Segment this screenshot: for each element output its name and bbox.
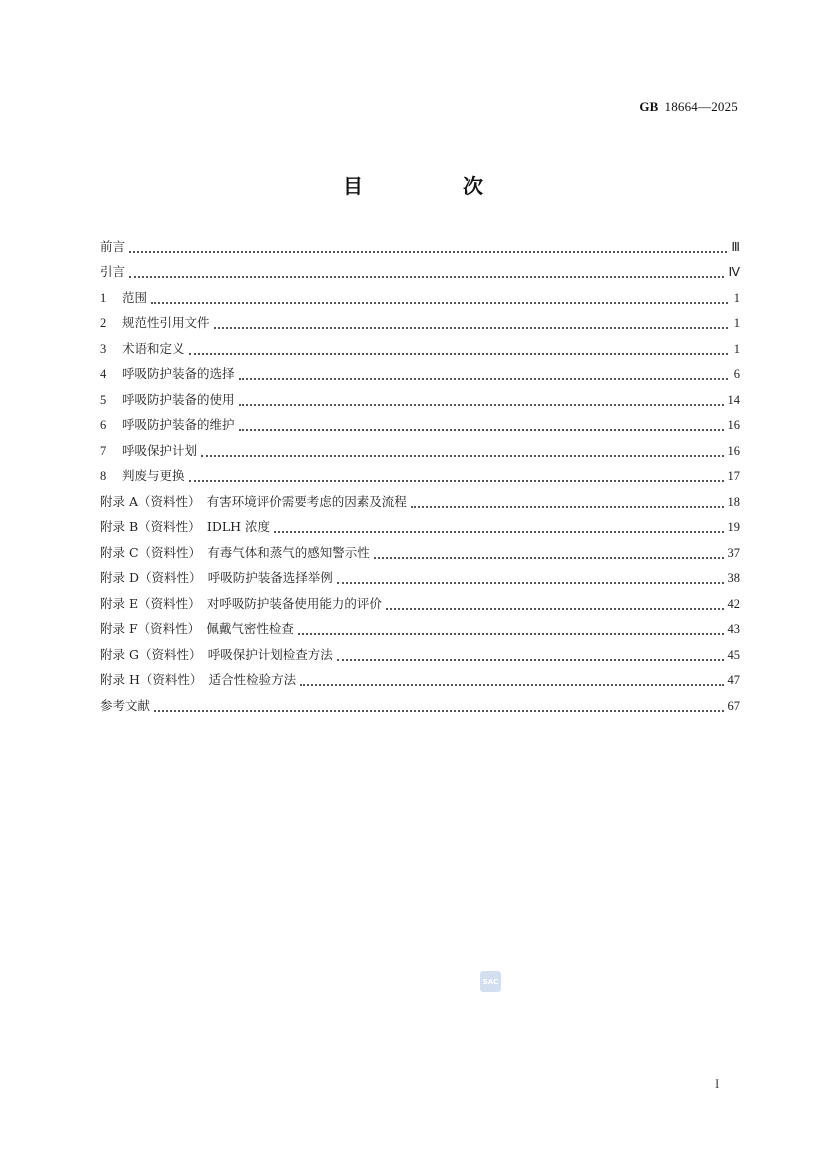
toc-entry-page: Ⅲ — [731, 239, 740, 254]
toc-entry-label: 呼吸防护装备的使用 — [122, 391, 235, 407]
standard-prefix: GB — [639, 99, 659, 114]
toc-entry-page: 38 — [727, 571, 740, 585]
toc-entry[interactable] — [100, 593, 740, 619]
toc-entry-label: 规范性引用文件 — [122, 315, 210, 330]
toc-entry-label: 前言 — [100, 238, 126, 254]
toc-entry-number: 5 — [100, 392, 107, 407]
dot-leader — [300, 672, 723, 687]
toc-entry-label: 附录 F（资料性） 佩戴气密性检查 — [100, 621, 294, 636]
toc-entry-number: 3 — [100, 341, 107, 356]
toc-entry[interactable] — [100, 491, 740, 517]
dot-leader — [151, 289, 728, 304]
toc-entry-label: 附录 D（资料性） 呼吸防护装备选择举例 — [100, 570, 333, 585]
toc-entry[interactable] — [100, 236, 740, 262]
toc-entry[interactable] — [100, 695, 740, 721]
toc-entry[interactable] — [100, 568, 740, 594]
toc-entry-page: 16 — [727, 443, 740, 458]
dot-leader — [239, 417, 724, 432]
dot-leader — [189, 340, 728, 355]
table-of-contents — [100, 236, 740, 721]
toc-entry-page: Ⅳ — [728, 265, 740, 279]
toc-entry[interactable] — [100, 440, 740, 466]
dot-leader — [337, 570, 724, 585]
toc-entry-page: 19 — [727, 520, 740, 534]
toc-entry-label: 引言 — [100, 264, 126, 279]
toc-entry-number: 8 — [100, 469, 107, 483]
toc-entry-page: 6 — [733, 367, 740, 381]
toc-entry-label: 附录 E（资料性） 对呼吸防护装备使用能力的评价 — [100, 595, 382, 611]
toc-entry-label: 附录 C（资料性） 有毒气体和蒸气的感知警示性 — [100, 544, 370, 560]
toc-entry-page: 42 — [727, 596, 740, 611]
publisher-logo-icon: SAC — [480, 971, 501, 992]
toc-entry-label: 附录 G（资料性） 呼吸保护计划检查方法 — [100, 646, 333, 662]
toc-entry-page: 18 — [727, 494, 740, 509]
toc-entry-label: 术语和定义 — [122, 340, 185, 356]
dot-leader — [129, 238, 727, 253]
toc-entry[interactable] — [100, 542, 740, 568]
toc-entry-label: 范围 — [122, 289, 148, 305]
toc-entry[interactable] — [100, 670, 740, 696]
standard-number: 18664—2025 — [664, 99, 738, 114]
toc-entry-label: 呼吸防护装备的维护 — [122, 417, 235, 432]
toc-entry[interactable] — [100, 262, 740, 288]
toc-entry[interactable] — [100, 415, 740, 441]
dot-leader — [298, 621, 724, 636]
toc-entry-number: 1 — [100, 290, 107, 305]
toc-entry[interactable] — [100, 364, 740, 390]
page-title: 目 次 — [343, 174, 523, 198]
toc-entry-number: 4 — [100, 367, 107, 381]
toc-entry[interactable] — [100, 466, 740, 492]
toc-entry[interactable] — [100, 287, 740, 313]
page-number: I — [715, 1076, 720, 1091]
toc-entry-page: 37 — [727, 545, 740, 560]
dot-leader — [189, 468, 724, 483]
dot-leader — [154, 697, 723, 712]
standard-code — [639, 99, 738, 115]
toc-entry-page: 1 — [733, 316, 740, 330]
toc-entry-page: 16 — [727, 418, 740, 432]
dot-leader — [129, 264, 724, 279]
toc-entry[interactable] — [100, 644, 740, 670]
toc-entry-page: 17 — [727, 469, 740, 483]
toc-entry-page: 1 — [733, 290, 740, 305]
toc-entry-label: 参考文献 — [100, 697, 151, 713]
toc-entry[interactable] — [100, 389, 740, 415]
toc-entry-page: 67 — [727, 698, 740, 713]
toc-entry[interactable] — [100, 517, 740, 543]
toc-entry-page: 45 — [727, 647, 740, 662]
toc-entry-label: 呼吸防护装备的选择 — [122, 366, 235, 381]
dot-leader — [239, 366, 728, 381]
toc-entry-page: 47 — [727, 673, 740, 687]
toc-entry-number: 6 — [100, 418, 107, 432]
toc-entry-page: 1 — [733, 341, 740, 356]
toc-entry[interactable] — [100, 338, 740, 364]
dot-leader — [374, 544, 724, 559]
dot-leader — [201, 442, 723, 457]
dot-leader — [386, 595, 724, 610]
toc-entry-page: 43 — [727, 622, 740, 636]
toc-entry-label: 附录 B（资料性） IDLH 浓度 — [100, 519, 271, 534]
toc-entry-page: 14 — [727, 392, 740, 407]
toc-entry[interactable] — [100, 313, 740, 339]
toc-entry-label: 附录 A（资料性） 有害环境评价需要考虑的因素及流程 — [100, 493, 407, 509]
toc-entry-label: 判废与更换 — [122, 468, 185, 483]
toc-entry-number: 7 — [100, 443, 107, 458]
dot-leader — [337, 646, 724, 661]
toc-entry-number: 2 — [100, 316, 107, 330]
dot-leader — [411, 493, 724, 508]
dot-leader — [214, 315, 728, 330]
toc-entry[interactable] — [100, 619, 740, 645]
toc-entry-label: 呼吸保护计划 — [122, 442, 198, 458]
dot-leader — [274, 519, 723, 534]
dot-leader — [239, 391, 724, 406]
toc-entry-label: 附录 H（资料性） 适合性检验方法 — [100, 672, 297, 687]
